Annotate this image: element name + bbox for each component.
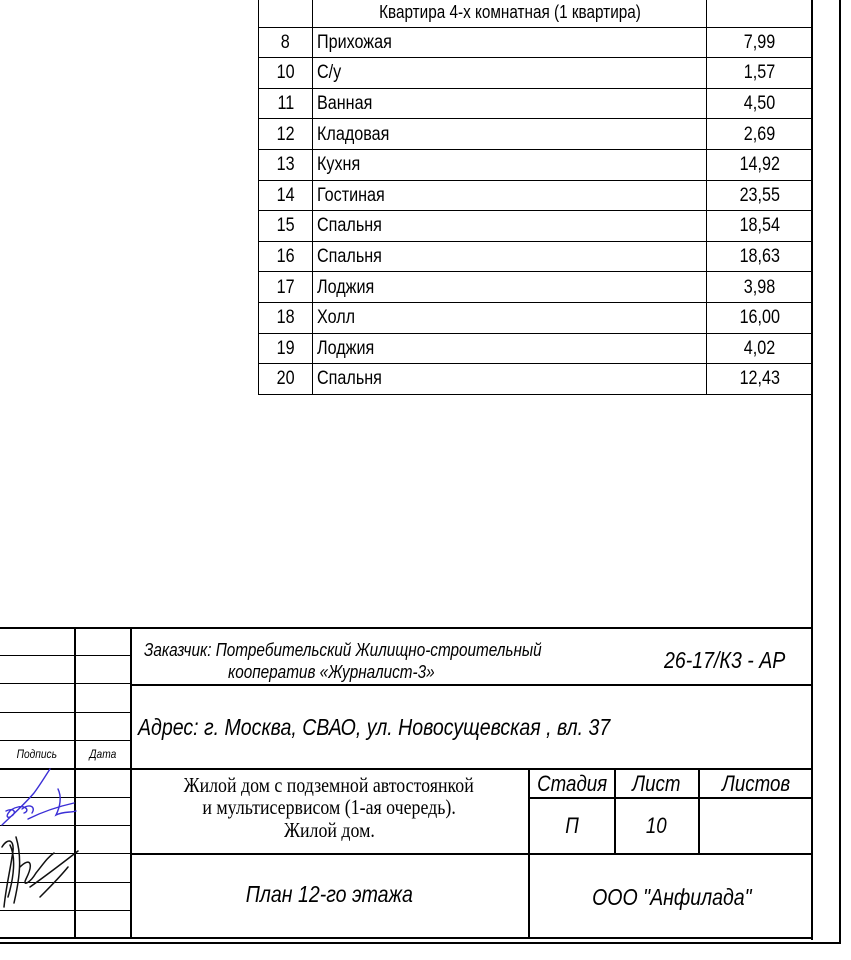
room-name: Кладовая: [313, 119, 707, 150]
room-name: Прихожая: [313, 27, 707, 58]
room-name: Спальня: [313, 211, 707, 242]
room-number: 11: [259, 88, 313, 119]
room-area: 4,50: [707, 88, 813, 119]
room-name: Спальня: [313, 364, 707, 395]
sheets-label: Листов: [721, 771, 791, 796]
table-row: [259, 149, 813, 180]
project-code: 26-17/К3 - АР: [664, 647, 786, 673]
room-area: 18,63: [707, 241, 813, 272]
customer-line-1: Заказчик: Потребительский Жилищно-строительный: [144, 640, 542, 660]
room-name: Кухня: [313, 149, 707, 180]
room-table: [258, 0, 813, 395]
room-area: 3,98: [707, 272, 813, 303]
apartment-header: Квартира 4-х комнатная (1 квартира): [313, 0, 707, 27]
table-row: [259, 364, 813, 395]
customer-line-2: кооператив «Журналист-3»: [228, 662, 435, 682]
room-number: 13: [259, 149, 313, 180]
room-number: 20: [259, 364, 313, 395]
room-number: 18: [259, 302, 313, 333]
drawing-title: План 12-го этажа: [245, 881, 413, 907]
room-area: 1,57: [707, 58, 813, 89]
room-area: 18,54: [707, 211, 813, 242]
frame-bottom-outer: [0, 942, 841, 944]
organization: ООО "Анфилада": [591, 884, 752, 910]
table-row: [259, 180, 813, 211]
sheet-value: 10: [646, 813, 667, 838]
table-row: [259, 88, 813, 119]
table-row: [259, 119, 813, 150]
room-area: 4,02: [707, 333, 813, 364]
signature-black: [0, 827, 80, 913]
stage-value: П: [565, 813, 579, 838]
date-label: Дата: [89, 747, 116, 761]
signature-label: Подпись: [16, 747, 58, 761]
room-number: 19: [259, 333, 313, 364]
room-name: Спальня: [313, 241, 707, 272]
room-name: Холл: [313, 302, 707, 333]
room-name: Гостиная: [313, 180, 707, 211]
table-row: [259, 272, 813, 303]
room-number: 15: [259, 211, 313, 242]
table-row: [259, 333, 813, 364]
table-row: [259, 302, 813, 333]
room-number: 12: [259, 119, 313, 150]
room-name: С/у: [313, 58, 707, 89]
room-name: Лоджия: [313, 333, 707, 364]
room-number: 17: [259, 272, 313, 303]
room-area: 14,92: [707, 149, 813, 180]
sheet-label: Лист: [632, 771, 681, 796]
room-number: 10: [259, 58, 313, 89]
object-line-1: Жилой дом с подземной автостоянкой: [183, 773, 475, 797]
room-area: 2,69: [707, 119, 813, 150]
table-row: [259, 58, 813, 89]
room-area: 16,00: [707, 302, 813, 333]
signature-blue: [0, 767, 80, 829]
table-row: [259, 241, 813, 272]
room-name: Лоджия: [313, 272, 707, 303]
room-number: 8: [259, 27, 313, 58]
room-area: 7,99: [707, 27, 813, 58]
object-line-2: и мультисервисом (1-ая очередь).: [202, 795, 456, 819]
object-line-3: Жилой дом.: [283, 818, 375, 842]
address: Адрес: г. Москва, СВАО, ул. Новосущевская , вл. 37: [138, 714, 611, 740]
frame-right-outer: [839, 0, 841, 944]
room-number: 14: [259, 180, 313, 211]
room-area: 12,43: [707, 364, 813, 395]
title-block: [0, 627, 813, 939]
sheets-value: [699, 813, 813, 839]
table-row: [259, 27, 813, 58]
room-area: 23,55: [707, 180, 813, 211]
room-name: Ванная: [313, 88, 707, 119]
table-header-row: [259, 0, 813, 27]
room-number: 16: [259, 241, 313, 272]
stage-label: Стадия: [536, 771, 607, 796]
table-row: [259, 211, 813, 242]
